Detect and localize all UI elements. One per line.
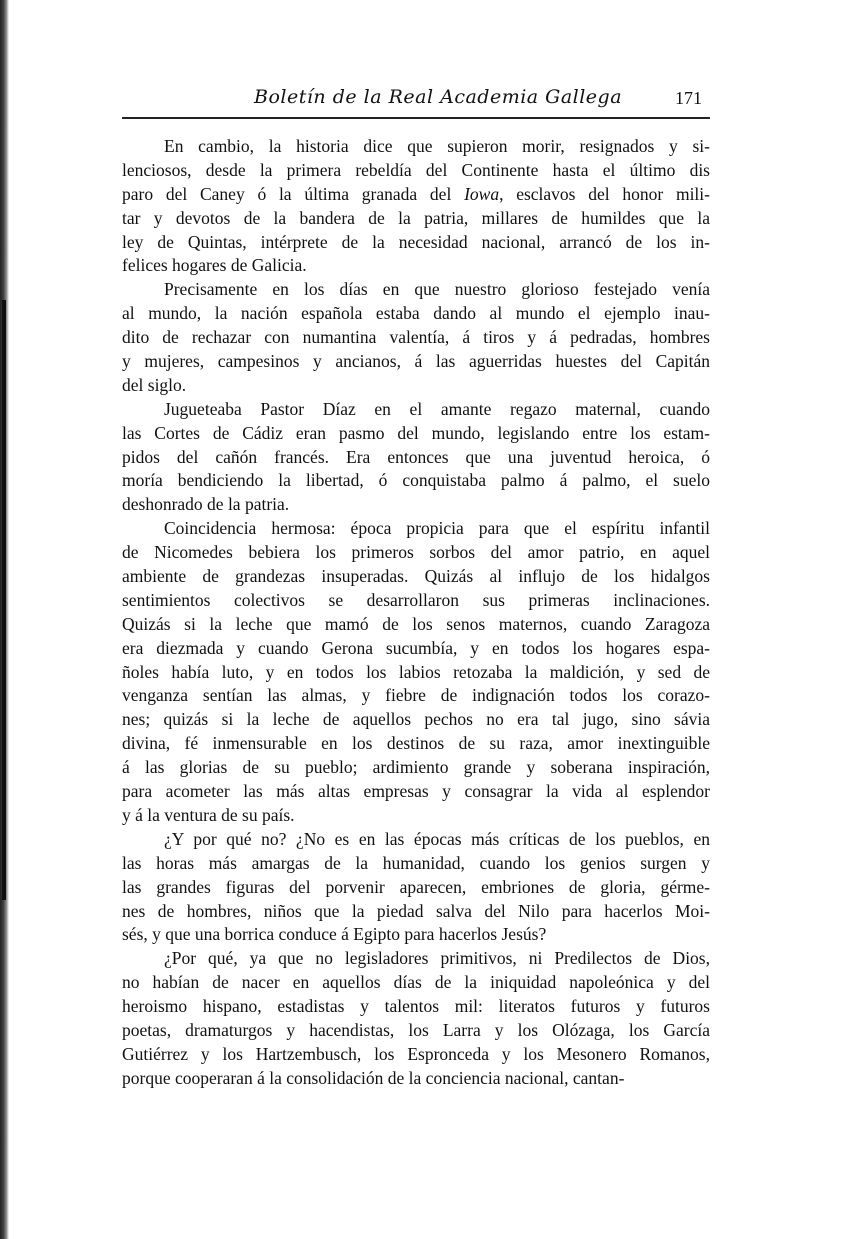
text-line: ñoles había luto, y en todos los labios retozaba la maldición, y sed de (122, 661, 710, 682)
page-number: 171 (675, 88, 702, 108)
text-line: heroismo hispano, estadistas y talentos mil: literatos futuros y futuros (122, 996, 710, 1017)
text-line: pidos del cañón francés. Era entonces que una juventud heroica, ó (122, 446, 710, 467)
ship-name: Iowa (464, 183, 500, 204)
text-line: Precisamente en los días en que nuestro glorioso festejado venía (164, 279, 710, 300)
paragraph (122, 398, 710, 517)
text-line: paro del Caney ó la última granada del Iowa, esclavos del honor mili- (122, 183, 710, 204)
paragraph (122, 135, 710, 278)
paragraph (122, 517, 710, 828)
text-line: y mujeres, campesinos y ancianos, á las aguerridas huestes del Capitán (122, 351, 710, 372)
text-line: divina, fé inmensurable en los destinos de su raza, amor inextinguible (122, 733, 710, 754)
text-line: nes de hombres, niños que la piedad salva del Nilo para hacerlos Moi- (122, 900, 710, 921)
paragraph (122, 828, 710, 947)
text-line: ¿Y por qué no? ¿No es en las épocas más críticas de los pueblos, en (164, 828, 710, 849)
text-line: no habían de nacer en aquellos días de la iniquidad napoleónica y del (122, 972, 710, 993)
header-rule (122, 117, 710, 119)
text-line: ambiente de grandezas insuperadas. Quizás al influjo de los hidalgos (122, 566, 710, 587)
text-line: nes; quizás si la leche de aquellos pechos no era tal jugo, sino sávia (122, 709, 710, 730)
text-line: era diezmada y cuando Gerona sucumbía, y en todos los hogares espa- (122, 637, 710, 658)
text-line: sentimientos colectivos se desarrollaron sus primeras inclinaciones. (122, 589, 710, 610)
text-line: de Nicomedes bebiera los primeros sorbos del amor patrio, en aquel (122, 542, 710, 563)
text-line: para acometer las más altas empresas y consagrar la vida al esplendor (122, 781, 710, 802)
body-text (122, 135, 710, 1091)
text-line: Quizás si la leche que mamó de los senos maternos, cuando Zaragoza (122, 613, 710, 634)
text-line: porque cooperaran á la consolidación de la conciencia nacional, cantan- (122, 1067, 625, 1088)
scan-edge-binding (2, 300, 6, 900)
text-line: sés, y que una borrica conduce á Egipto para hacerlos Jesús? (122, 924, 547, 945)
text-line: á las glorias de su pueblo; ardimiento grande y soberana inspiración, (122, 757, 710, 778)
text-line: deshonrado de la patria. (122, 494, 290, 515)
text-line: dito de rechazar con numantina valentía, á tiros y á pedradas, hombres (122, 327, 710, 348)
text-line: venganza sentían las almas, y fiebre de indignación todos los corazo- (122, 685, 710, 706)
paragraph (122, 947, 710, 1090)
text-line: En cambio, la historia dice que supieron morir, resignados y si- (164, 136, 710, 156)
text-line: Jugueteaba Pastor Díaz en el amante regazo maternal, cuando (164, 398, 710, 419)
text-line: poetas, dramaturgos y hacendistas, los Larra y los Olózaga, los García (122, 1019, 710, 1040)
running-title: Boletín de la Real Academia Gallega (254, 86, 623, 108)
text-line: moría bendiciendo la libertad, ó conquistaba palmo á palmo, el suelo (122, 470, 710, 491)
text-line: las grandes figuras del porvenir aparecen, embriones de gloria, gérme- (122, 876, 710, 897)
text-line: las horas más amargas de la humanidad, cuando los genios surgen y (122, 852, 710, 873)
text-line: ley de Quintas, intérprete de la necesidad nacional, arrancó de los in- (122, 231, 710, 252)
page-header (122, 86, 710, 116)
text-line: Coincidencia hermosa: época propicia para que el espíritu infantil (164, 518, 710, 539)
text-line: al mundo, la nación española estaba dando al mundo el ejemplo inau- (122, 303, 710, 324)
text-line: del siglo. (122, 374, 187, 395)
text-line: Gutiérrez y los Hartzembusch, los Espronceda y los Mesonero Romanos, (122, 1043, 710, 1064)
paragraph (122, 278, 710, 397)
text-line: lenciosos, desde la primera rebeldía del Continente hasta el último dis (122, 159, 710, 180)
text-line: las Cortes de Cádiz eran pasmo del mundo, legislando entre los estam- (122, 422, 710, 443)
text-line: y á la ventura de su país. (122, 804, 295, 825)
text-line: tar y devotos de la bandera de la patria, millares de humildes que la (122, 207, 710, 228)
text-line: felices hogares de Galicia. (122, 255, 307, 276)
text-line: ¿Por qué, ya que no legisladores primitivos, ni Predilectos de Dios, (164, 948, 710, 969)
